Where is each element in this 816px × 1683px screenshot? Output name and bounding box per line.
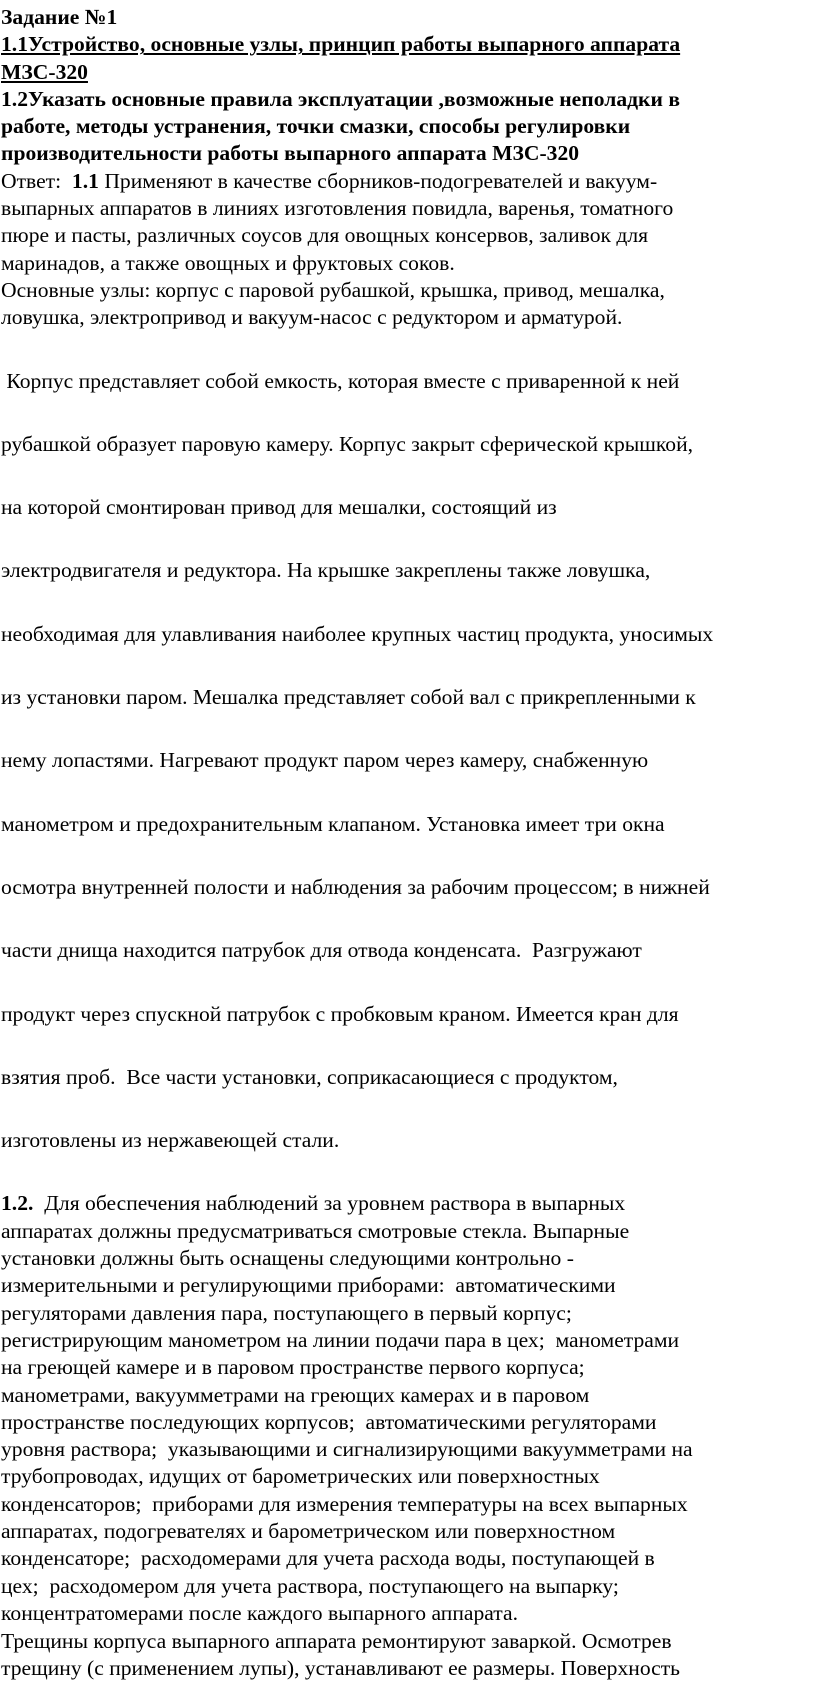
section-1-2-first-text: Для обеспечения наблюдений за уровнем раствора в выпарных <box>33 1191 626 1216</box>
section-1-2-line: установки должны быть оснащены следующими контрольно - <box>1 1246 574 1271</box>
question-2-line: работе, методы устранения, точки смазки, способы регулировки <box>1 114 631 139</box>
body-line: части днища находится патрубок для отвода конденсата. Разгружают <box>1 938 642 963</box>
section-1-2-number: 1.2. <box>1 1191 34 1216</box>
section-1-2-line: манометрами, вакуумметрами на греющих камерах и в паровом <box>1 1382 590 1407</box>
section-1-2-line: уровня раствора; указывающими и сигнализирующими вакуумметрами на <box>1 1437 693 1462</box>
section-1-2-line: цех; расходомером для учета раствора, поступающего на выпарку; <box>1 1573 619 1598</box>
section-1-2-line: регистрирующим манометром на линии подачи пара в цех; манометрами <box>1 1327 680 1352</box>
question-2-line: производительности работы выпарного аппарата МЗС-320 <box>1 141 580 166</box>
body-line: осмотра внутренней полости и наблюдения за рабочим процессом; в нижней <box>1 874 710 899</box>
task-heading <box>1 4 814 168</box>
answer-line: пюре и пасты, различных соусов для овощных консервов, заливок для <box>1 223 649 248</box>
body-line: манометром и предохранительным клапаном. Установка имеет три окна <box>1 811 665 836</box>
question-1-number: 1.1 <box>1 32 28 57</box>
body-line: на которой смонтирован привод для мешалки, состоящий из <box>1 495 557 520</box>
section-1-2-line: измерительными и регулирующими приборами: автоматическими <box>1 1273 616 1298</box>
answer-line: маринадов, а также овощных и фруктовых соков. <box>1 250 455 275</box>
section-1-2-first-line <box>1 1190 814 1217</box>
question-1-line-1 <box>1 31 814 58</box>
repair-line: трещину (с применением лупы), устанавливают ее размеры. Поверхность <box>1 1656 681 1681</box>
main-units-paragraph <box>1 277 814 332</box>
units-line: ловушка, электропривод и вакуум-насос с редуктором и арматурой. <box>1 305 623 330</box>
body-line: из установки паром. Мешалка представляет собой вал с прикрепленными к <box>1 685 696 710</box>
body-line: продукт через спускной патрубок с пробковым краном. Имеется кран для <box>1 1001 679 1026</box>
units-line: Основные узлы: корпус с паровой рубашкой, крышка, привод, мешалка, <box>1 277 665 302</box>
body-line: необходимая для улавливания наиболее крупных частиц продукта, уносимых <box>1 621 714 646</box>
question-1-text: Устройство, основные узлы, принцип работы выпарного аппарата <box>28 32 681 57</box>
section-1-2-line: пространстве последующих корпусов; автоматическими регуляторами <box>1 1409 657 1434</box>
body-line: Корпус представляет собой емкость, которая вместе с приваренной к ней <box>1 368 680 393</box>
answer-first-text: Применяют в качестве сборников-подогревателей и вакуум- <box>98 168 658 193</box>
section-1-2-line: трубопроводах, идущих от барометрических или поверхностных <box>1 1464 600 1489</box>
section-1-2-line: конденсаторе; расходомерами для учета расхода воды, поступающей в <box>1 1546 655 1571</box>
answer-number: 1.1 <box>71 168 99 193</box>
answer-line: выпарных аппаратов в линиях изготовления повидла, варенья, томатного <box>1 196 674 221</box>
body-paragraph <box>1 332 814 1191</box>
body-line: электродвигателя и редуктора. На крышке закреплены также ловушка, <box>1 558 651 583</box>
section-1-2-line: аппаратах, подогревателях и барометрическом или поверхностном <box>1 1518 616 1543</box>
repair-line: Трещины корпуса выпарного аппарата ремонтируют заваркой. Осмотрев <box>1 1629 672 1654</box>
question-1-text-cont: МЗС-320 <box>1 59 88 84</box>
body-line: нему лопастями. Нагревают продукт паром через камеру, снабженную <box>1 748 649 773</box>
section-1-2-line: конденсаторов; приборами для измерения температуры на всех выпарных <box>1 1491 688 1516</box>
body-line: взятия проб. Все части установки, соприкасающиеся с продуктом, <box>1 1064 618 1089</box>
section-1-2-line: аппаратах должны предусматриваться смотровые стекла. Выпарные <box>1 1218 630 1243</box>
answer-intro <box>1 168 814 277</box>
question-1-line-2 <box>1 59 814 86</box>
section-1-2-line: концентратомерами после каждого выпарного аппарата. <box>1 1600 518 1625</box>
task-title: Задание №1 <box>1 5 118 29</box>
answer-label: Ответ: <box>1 168 62 193</box>
body-line: рубашкой образует паровую камеру. Корпус закрыт сферической крышкой, <box>1 431 694 456</box>
section-1-2-paragraph <box>1 1190 814 1627</box>
section-1-2-line: на греющей камере и в паровом пространстве первого корпуса; <box>1 1355 585 1380</box>
section-1-2-line: регуляторами давления пара, поступающего в первый корпус; <box>1 1300 572 1325</box>
question-2-line: 1.2Указать основные правила эксплуатации ,возможные неполадки в <box>1 86 680 111</box>
answer-first-line <box>1 168 814 195</box>
repair-paragraph <box>1 1628 814 1683</box>
body-line: изготовлены из нержавеющей стали. <box>1 1128 340 1153</box>
